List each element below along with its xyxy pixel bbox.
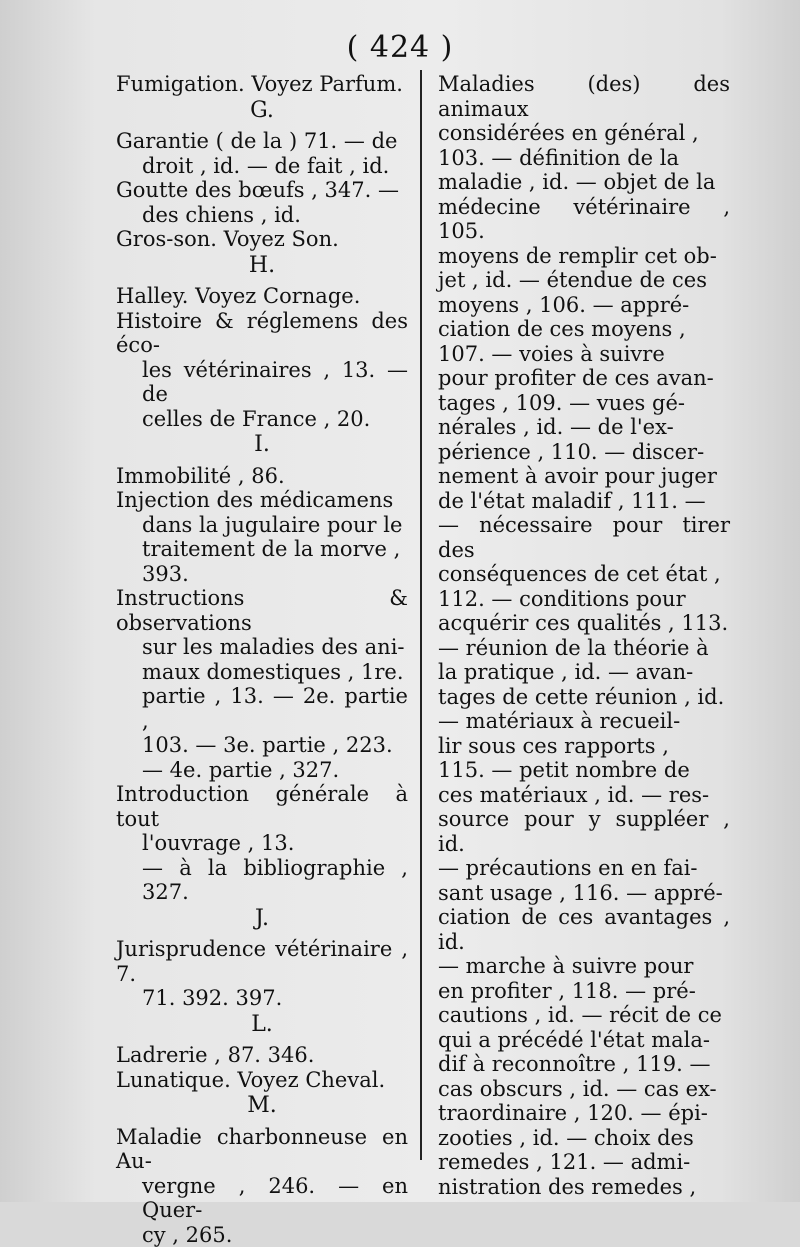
index-entry-line: Goutte des bœufs , 347. — bbox=[116, 178, 408, 203]
index-continuation-line: — réunion de la théorie à bbox=[438, 636, 730, 661]
index-continuation-line: 107. — voies à suivre bbox=[438, 342, 730, 367]
index-entry-line: Introduction générale à tout bbox=[116, 782, 408, 831]
index-right-column bbox=[438, 72, 730, 1199]
index-continuation-line: 103. — définition de la bbox=[438, 146, 730, 171]
index-continuation-line: jet , id. — étendue de ces bbox=[438, 268, 730, 293]
index-continuation-line: maladie , id. — objet de la bbox=[438, 170, 730, 195]
index-entry-line: Garantie ( de la ) 71. — de bbox=[116, 129, 408, 154]
index-continuation-line: moyens , 106. — appré- bbox=[438, 293, 730, 318]
index-continuation-line: 115. — petit nombre de bbox=[438, 758, 730, 783]
index-entry bbox=[116, 227, 408, 252]
section-letter: L. bbox=[116, 1013, 408, 1038]
index-entry bbox=[116, 464, 408, 489]
index-entry-line: traitement de la morve , bbox=[116, 537, 408, 562]
index-continuation-line: dif à reconnoître , 119. — bbox=[438, 1052, 730, 1077]
index-entry bbox=[116, 782, 408, 905]
index-entry-line: dans la jugulaire pour le bbox=[116, 513, 408, 538]
index-entry-line: Immobilité , 86. bbox=[116, 464, 408, 489]
index-entry-line: Gros-son. Voyez Son. bbox=[116, 227, 408, 252]
index-entry-line: 103. — 3e. partie , 223. bbox=[116, 733, 408, 758]
index-continuation-line: considérées en général , bbox=[438, 121, 730, 146]
index-entry bbox=[116, 178, 408, 227]
index-entry-line: vergne , 246. — en Quer- bbox=[116, 1174, 408, 1223]
page-number: ( 424 ) bbox=[0, 30, 800, 65]
index-entry-line: Instructions & observations bbox=[116, 586, 408, 635]
index-continuation-line: périence , 110. — discer- bbox=[438, 440, 730, 465]
index-entry bbox=[116, 1043, 408, 1068]
index-continuation-line: conséquences de cet état , bbox=[438, 562, 730, 587]
index-entry-line: cy , 265. bbox=[116, 1223, 408, 1247]
index-continuation-line: acquérir ces qualités , 113. bbox=[438, 611, 730, 636]
index-continuation-line: médecine vétérinaire , 105. bbox=[438, 195, 730, 244]
index-continuation-line: Maladies (des) des animaux bbox=[438, 72, 730, 121]
index-continuation-line: 112. — conditions pour bbox=[438, 587, 730, 612]
index-entry-line: des chiens , id. bbox=[116, 203, 408, 228]
index-entry-line: sur les maladies des ani- bbox=[116, 635, 408, 660]
index-entry bbox=[116, 586, 408, 782]
index-continuation-line: cautions , id. — récit de ce bbox=[438, 1003, 730, 1028]
index-entry-line: Halley. Voyez Cornage. bbox=[116, 284, 408, 309]
index-entry-line: Jurisprudence vétérinaire , 7. bbox=[116, 937, 408, 986]
index-entry-line: Histoire & réglemens des éco- bbox=[116, 309, 408, 358]
index-entry bbox=[116, 488, 408, 586]
index-continuation-line: nement à avoir pour juger bbox=[438, 464, 730, 489]
index-continuation-line: — précautions en en fai- bbox=[438, 856, 730, 881]
index-continuation-line: remedes , 121. — admi- bbox=[438, 1150, 730, 1175]
index-entry bbox=[116, 284, 408, 309]
index-left-column bbox=[116, 72, 408, 1247]
index-continuation-line: source pour y suppléer , id. bbox=[438, 807, 730, 856]
index-continuation-line: ces matériaux , id. — res- bbox=[438, 783, 730, 808]
index-entry-line: 393. bbox=[116, 562, 408, 587]
index-continuation-line: nistration des remedes , bbox=[438, 1175, 730, 1200]
index-continuation-line: — marche à suivre pour bbox=[438, 954, 730, 979]
index-entry-line: Maladie charbonneuse en Au- bbox=[116, 1125, 408, 1174]
index-entry-line: Injection des médicamens bbox=[116, 488, 408, 513]
index-entry-line: les vétérinaires , 13. — de bbox=[116, 358, 408, 407]
index-entry bbox=[116, 937, 408, 1011]
index-entry bbox=[116, 129, 408, 178]
index-continuation-line: ciation de ces avantages , id. bbox=[438, 905, 730, 954]
index-continuation-line: zooties , id. — choix des bbox=[438, 1126, 730, 1151]
index-continuation-line: nérales , id. — de l'ex- bbox=[438, 415, 730, 440]
index-entry-line: Fumigation. Voyez Parfum. bbox=[116, 72, 408, 97]
index-entry-line: — à la bibliographie , 327. bbox=[116, 856, 408, 905]
section-letter: G. bbox=[116, 99, 408, 124]
index-continuation-line: — nécessaire pour tirer des bbox=[438, 513, 730, 562]
section-letter: I. bbox=[116, 433, 408, 458]
index-entry-line: maux domestiques , 1re. bbox=[116, 660, 408, 685]
column-divider bbox=[420, 70, 422, 1160]
index-continuation-line: pour profiter de ces avan- bbox=[438, 366, 730, 391]
index-continuation-line: traordinaire , 120. — épi- bbox=[438, 1101, 730, 1126]
index-continuation-line: ciation de ces moyens , bbox=[438, 317, 730, 342]
index-continuation-line: sant usage , 116. — appré- bbox=[438, 881, 730, 906]
index-continuation-line: cas obscurs , id. — cas ex- bbox=[438, 1077, 730, 1102]
index-continuation-line: la pratique , id. — avan- bbox=[438, 660, 730, 685]
index-entry bbox=[116, 1125, 408, 1247]
index-entry-line: droit , id. — de fait , id. bbox=[116, 154, 408, 179]
index-continuation-line: lir sous ces rapports , bbox=[438, 734, 730, 759]
index-continuation-line: tages de cette réunion , id. bbox=[438, 685, 730, 710]
index-continuation-line: — matériaux à recueil- bbox=[438, 709, 730, 734]
index-entry bbox=[116, 1068, 408, 1093]
index-entry-line: — 4e. partie , 327. bbox=[116, 758, 408, 783]
index-entry bbox=[116, 72, 408, 97]
index-entry-line: l'ouvrage , 13. bbox=[116, 831, 408, 856]
index-continuation-line: moyens de remplir cet ob- bbox=[438, 244, 730, 269]
index-entry-line: 71. 392. 397. bbox=[116, 986, 408, 1011]
index-entry-line: Lunatique. Voyez Cheval. bbox=[116, 1068, 408, 1093]
index-entry-line: celles de France , 20. bbox=[116, 407, 408, 432]
index-entry-line: Ladrerie , 87. 346. bbox=[116, 1043, 408, 1068]
index-continuation-line: de l'état maladif , 111. — bbox=[438, 489, 730, 514]
section-letter: M. bbox=[116, 1094, 408, 1119]
section-letter: J. bbox=[116, 907, 408, 932]
index-continuation-line: tages , 109. — vues gé- bbox=[438, 391, 730, 416]
index-entry-line: partie , 13. — 2e. partie , bbox=[116, 684, 408, 733]
index-entry bbox=[116, 309, 408, 432]
section-letter: H. bbox=[116, 254, 408, 279]
index-continuation-line: qui a précédé l'état mala- bbox=[438, 1028, 730, 1053]
index-continuation-line: en profiter , 118. — pré- bbox=[438, 979, 730, 1004]
